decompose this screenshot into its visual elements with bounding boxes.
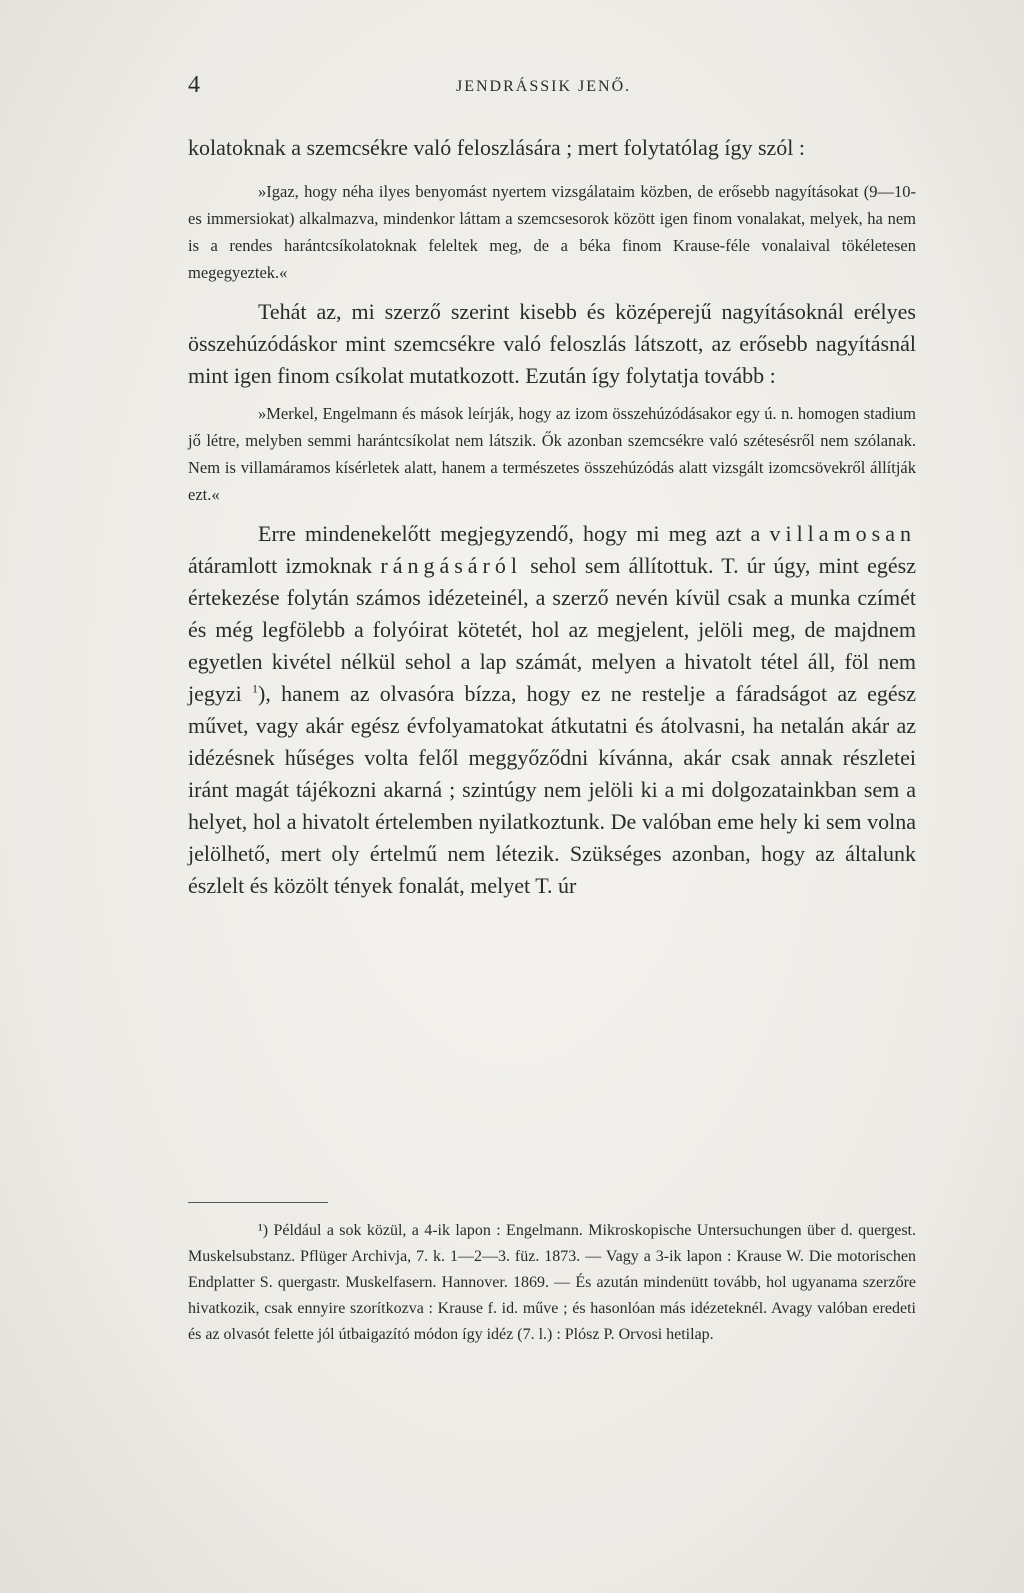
running-head: JENDRÁSSIK JENŐ. <box>456 78 632 95</box>
paragraph-continuation: kolatoknak a szemcsékre való feloszlására ; mert folytatólag így szól : <box>188 135 805 160</box>
p3-part-d: ), hanem az olvasóra bízza, hogy ez ne restelje a fáradságot az egész művet, vagy akár egész évfolyamatokat átkutatni és átolvasni, ha netalán akár az idézésnek hűséges volta felől meggyőződni kívánna, akár csak annak részletei iránt magát tájékozni akarná ; szintúgy nem jelöli ki a mi dolgozatainkban sem a helyet, hol a hivatolt értelemben nyilatkoztunk. De valóban eme hely ki sem volna jelölhető, mert oly értelmű nem létezik. Szükséges azonban, hogy az általunk észlelt és közölt tények fonalát, melyet T. úr <box>188 681 917 898</box>
emphasis-rangasarol: rángásáról <box>380 553 522 578</box>
page-header <box>188 72 728 102</box>
quotation-1-text: »Igaz, hogy néha ilyes benyomást nyertem vizsgálataim közben, de erősebb nagyításokat (9—10-es immersiokat) alkalmazva, mindenkor láttam a szemcsesorok között igen finom vonalakat, melyek, ha nem is a rendes harántcsíkolatoknak feleltek meg, de a béka finom Krause-féle vonalaival tökéletesen megegyeztek.« <box>188 182 916 282</box>
p3-part-a: Erre mindenekelőtt megjegyzendő, hogy mi meg azt a <box>258 521 761 546</box>
quotation-2 <box>188 400 916 508</box>
footnote-mark: ¹) <box>258 1222 269 1239</box>
footnote-text: Például a sok közül, a 4-ik lapon : Engelmann. Mikroskopische Untersuchungen über d. quergest. Muskelsubstanz. Pflüger Archivja, 7. k. 1—2—3. füz. 1873. — Vagy a 3-ik lapon : Krause W. Die motorischen Endplatter S. quergastr. Muskelfasern. Hannover. 1869. — És azután mindenütt tovább, hol ugyanama szerzőre hivatkozik, csak ennyire szorítkozva : Krause f. id. műve ; és hasonlóan más idézeteknél. Avagy valóban eredeti és az olvasót felette jól útbaigazító módon így idéz (7. l.) : Plósz P. Orvosi hetilap. <box>188 1222 917 1343</box>
quotation-1 <box>188 178 916 286</box>
paragraph-3 <box>188 518 916 902</box>
quotation-2-text: »Merkel, Engelmann és mások leírják, hogy az izom összehúzódásakor egy ú. n. homogen stadium jő létre, melyben semmi harántcsíkolat nem látszik. Ők azonban szemcsékre való szétesésről nem szólanak. Nem is villamáramos kísérletek alatt, hanem a természetes összehúzódás alatt vizsgált izomcsövekről állítják ezt.« <box>188 404 916 504</box>
footnote-rule <box>188 1202 328 1203</box>
paragraph-2: Tehát az, mi szerző szerint kisebb és középerejű nagyításoknál erélyes összehúzódáskor mint szemcsékre való feloszlás látszott, az erősebb nagyításnál mint igen finom csíkolat mutatkozott. Ezután így folytatja tovább : <box>188 299 916 388</box>
emphasis-villamosan: villamosan <box>769 521 916 546</box>
main-text <box>188 132 916 902</box>
p3-part-b: átáramlott izmoknak <box>188 553 373 578</box>
page-number: 4 <box>188 72 200 98</box>
p3-part-c: sehol sem állítottuk. T. úr úgy, mint egész értekezése folytán számos idézeteinél, a szerző nevén kívül csak a munka czímét és még legfölebb a folyóirat kötetét, hol az megjelent, jelöli meg, de majdnem egyetlen kivétel nélkül sehol a lap számát, melyen a hivatolt tétel áll, föl nem jegyzi <box>188 553 917 706</box>
footnote <box>188 1218 916 1348</box>
footnote-ref[interactable]: 1 <box>252 681 259 696</box>
